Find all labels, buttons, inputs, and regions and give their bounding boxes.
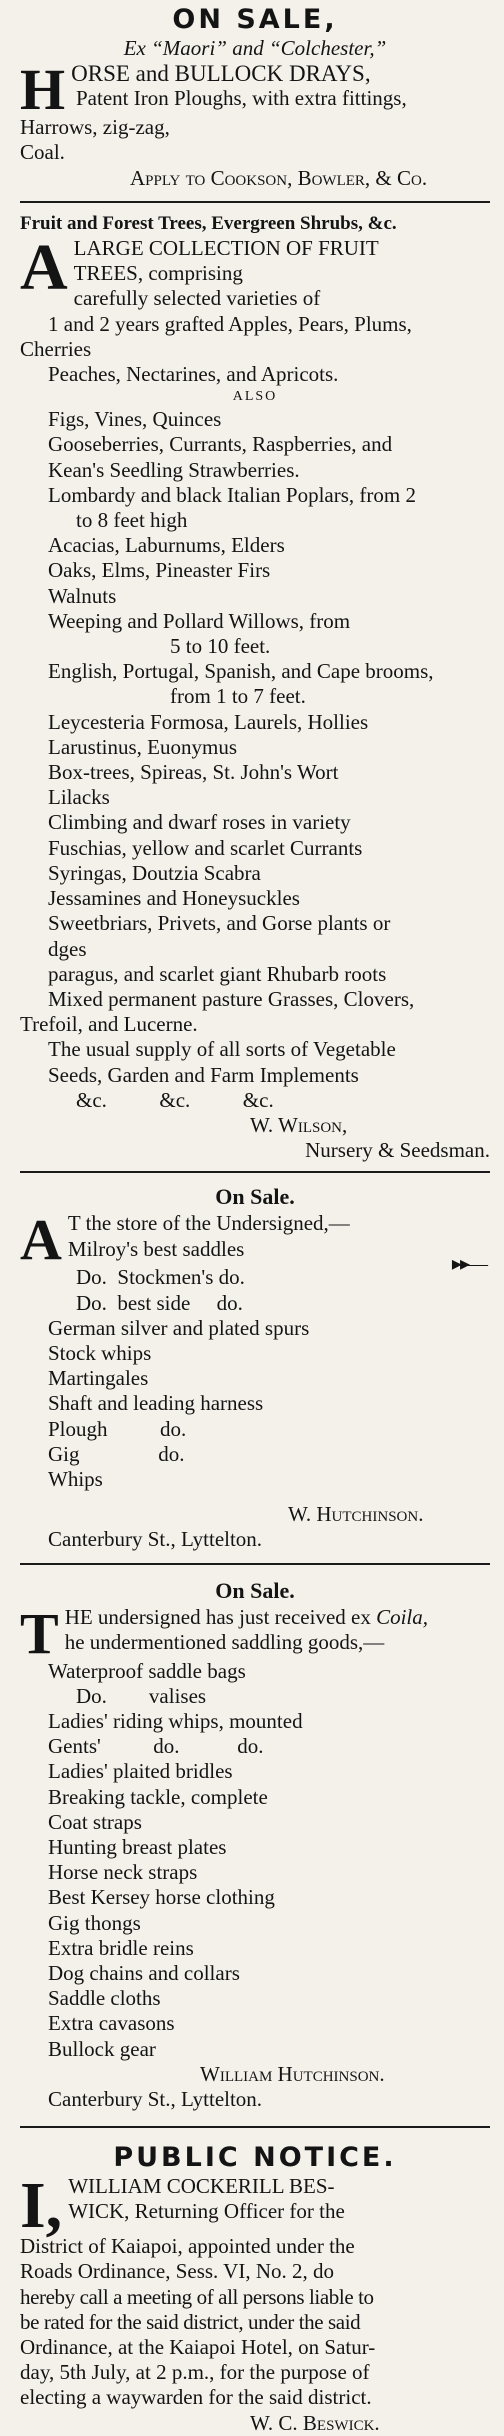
saddling-line: Waterproof saddle bags [48,1658,246,1683]
trees-intro-3: carefully selected varieties of [73,286,321,311]
trees-signature: W. Wilson, [250,1112,348,1137]
notice-line: District of Kaiapoi, appointed under the [20,2234,355,2259]
saddles-line: Do. Stockmen's do. [76,1265,245,1290]
trees-line: 5 to 10 feet. [170,634,271,659]
trees-line: paragus, and scarlet giant Rhubarb roots [48,961,387,986]
trees-drop-cap: A [20,231,68,305]
notice-intro [20,2169,490,2243]
saddling-line: Best Kersey horse clothing [48,1885,275,1910]
saddles-headline: On Sale. [215,1184,295,1210]
saddling-headline: On Sale. [215,1577,295,1603]
saddling-line: Horse neck straps [48,1860,198,1885]
trees-line: Kean's Seedling Strawberries. [48,457,300,482]
drays-line-3: Harrows, zig-zag, [20,115,170,140]
notice-line: Roads Ordinance, Sess. VI, No. 2, do [20,2259,334,2284]
saddles-line: Martingales [48,1366,149,1391]
saddles-line: German silver and plated spurs [48,1315,310,1340]
public-notice-advertisement [20,2128,490,2436]
trees-line: Syringas, Doutzia Scabra [48,860,261,885]
notice-signature: W. C. Beswick. [250,2410,380,2435]
trees-line: Lombardy and black Italian Poplars, from 2 [48,482,416,507]
saddling-line: Hunting breast plates [48,1834,227,1859]
saddles-intro [20,1207,490,1273]
trees-line: Gooseberries, Currants, Raspberries, and [48,432,393,457]
notice-line: Ordinance, at the Kaiapoi Hotel, on Satur- [20,2335,376,2360]
notice-line-1: WILLIAM COCKERILL BES- [68,2174,335,2199]
trees-line: Sweetbriars, Privets, and Gorse plants or [48,911,391,936]
drays-drop-cap: H [20,57,66,123]
trees-line: &c. &c. &c. [76,1087,274,1112]
trees-line: English, Portugal, Spanish, and Cape brooms, [48,659,434,684]
trees-line: Larustinus, Euonymus [48,734,237,759]
trees-line: Leycesteria Formosa, Laurels, Hollies [48,709,369,734]
trees-line: Seeds, Garden and Farm Implements [48,1062,359,1087]
saddling-drop-cap: T [20,1600,59,1666]
trees-line: Trefoil, and Lucerne. [20,1012,198,1037]
saddles-line: Whips [48,1466,103,1491]
trees-line: The usual supply of all sorts of Vegetable [48,1037,396,1062]
saddles-intro-line: T the store of the Undersigned,— [67,1211,350,1236]
saddling-intro-line [20,1605,490,1630]
trees-line: Box-trees, Spireas, St. John's Wort [48,760,339,785]
notice-line: hereby call a meeting of all persons liable to [20,2284,374,2309]
saddling-intro-line-2: he undermentioned saddling goods,— [64,1629,385,1654]
ornament-mark: ▸▸— [451,1253,486,1276]
notice-headline: PUBLIC NOTICE. [113,2142,397,2174]
saddles-line: Do. best side do. [76,1290,243,1315]
saddling-line: Extra cavasons [48,2011,175,2036]
saddling-line: Dog chains and collars [48,1961,240,1985]
trees-advertisement [20,203,490,1164]
saddles-line: Milroy's best saddles [67,1236,245,1261]
saddles-line: Plough do. [48,1416,187,1441]
trees-line: Acacias, Laburnums, Elders [48,533,285,558]
trees-line: Oaks, Elms, Pineaster Firs [48,558,271,583]
saddling-line: Ladies' plaited bridles [48,1759,233,1784]
saddling-intro-text: HE undersigned has just received ex [64,1604,377,1629]
trees-line: dges [48,936,87,961]
saddles-advertisement [20,1173,490,1552]
saddles-line: Gig do. [48,1441,185,1466]
saddling-line: Extra bridle reins [48,1935,194,1960]
trees-line: Lilacks [48,785,110,810]
drays-headline: ON SALE, [172,4,338,35]
saddling-line: Gents' do. do. [48,1734,264,1759]
saddles-signature: W. Hutchinson. [288,1502,424,1527]
trees-line: Cherries [20,336,92,361]
trees-intro-2: TREES, comprising [73,261,243,286]
drays-ex-line: Ex “Maori” and “Colchester,” [123,36,387,60]
notice-line-2: WICK, Returning Officer for the [68,2199,345,2224]
trees-intro [20,231,490,312]
trees-line: to 8 feet high [76,508,188,533]
saddling-line: Do. valises [76,1683,207,1708]
saddling-intro [20,1600,490,1666]
notice-line: day, 5th July, at 2 p.m., for the purpose of [20,2360,370,2385]
saddles-address: Canterbury St., Lyttelton. [48,1527,263,1552]
trees-also: ALSO [232,389,278,405]
saddles-line: Stock whips [48,1340,152,1365]
trees-line: 1 and 2 years grafted Apples, Pears, Plums, [48,311,412,336]
trees-line: Walnuts [48,583,117,608]
saddling-line: Gig thongs [48,1910,141,1935]
drays-line-4: Coal. [20,140,65,165]
trees-line: Peaches, Nectarines, and Apricots. [48,362,339,387]
drays-advertisement [20,0,490,191]
trees-headline: Fruit and Forest Trees, Evergreen Shrubs, &c. [20,212,397,234]
notice-line: be rated for the said district, under the said [20,2309,361,2334]
saddling-line: Coat straps [48,1809,142,1834]
saddling-goods-advertisement [20,1565,490,2113]
saddles-line: Shaft and leading harness [48,1391,264,1416]
saddling-ship-name: Coila, [376,1604,429,1629]
saddling-line: Breaking tackle, complete [48,1784,268,1809]
saddling-line: Saddle cloths [48,1986,161,2011]
saddling-address: Canterbury St., Lyttelton. [48,2087,263,2112]
saddling-line: Bullock gear [48,2036,156,2061]
trees-line: from 1 to 7 feet. [170,684,306,709]
trees-line: Climbing and dwarf roses in variety [48,810,351,835]
trees-line: Fuschias, yellow and scarlet Currants [48,835,363,860]
saddling-line: Ladies' riding whips, mounted [48,1708,303,1733]
trees-title: Nursery & Seedsman. [305,1138,490,1163]
saddles-drop-cap: A [20,1207,62,1273]
trees-line: Mixed permanent pasture Grasses, Clovers, [48,986,415,1011]
trees-line: Jessamines and Honeysuckles [48,886,300,911]
notice-line: electing a waywarden for the said district. [20,2385,372,2410]
drays-line-1: ORSE and BULLOCK DRAYS, [71,61,371,87]
saddling-signature: William Hutchinson. [200,2061,385,2086]
drays-line-2: Patent Iron Ploughs, with extra fittings, [76,86,407,111]
drays-body [20,57,490,191]
notice-drop-cap: I, [20,2169,63,2243]
trees-intro-1: LARGE COLLECTION OF FRUIT [73,236,379,261]
trees-line: Weeping and Pollard Willows, from [48,608,351,633]
drays-apply-line: Apply to Cookson, Bowler, & Co. [130,165,428,190]
trees-line: Figs, Vines, Quinces [48,407,222,432]
